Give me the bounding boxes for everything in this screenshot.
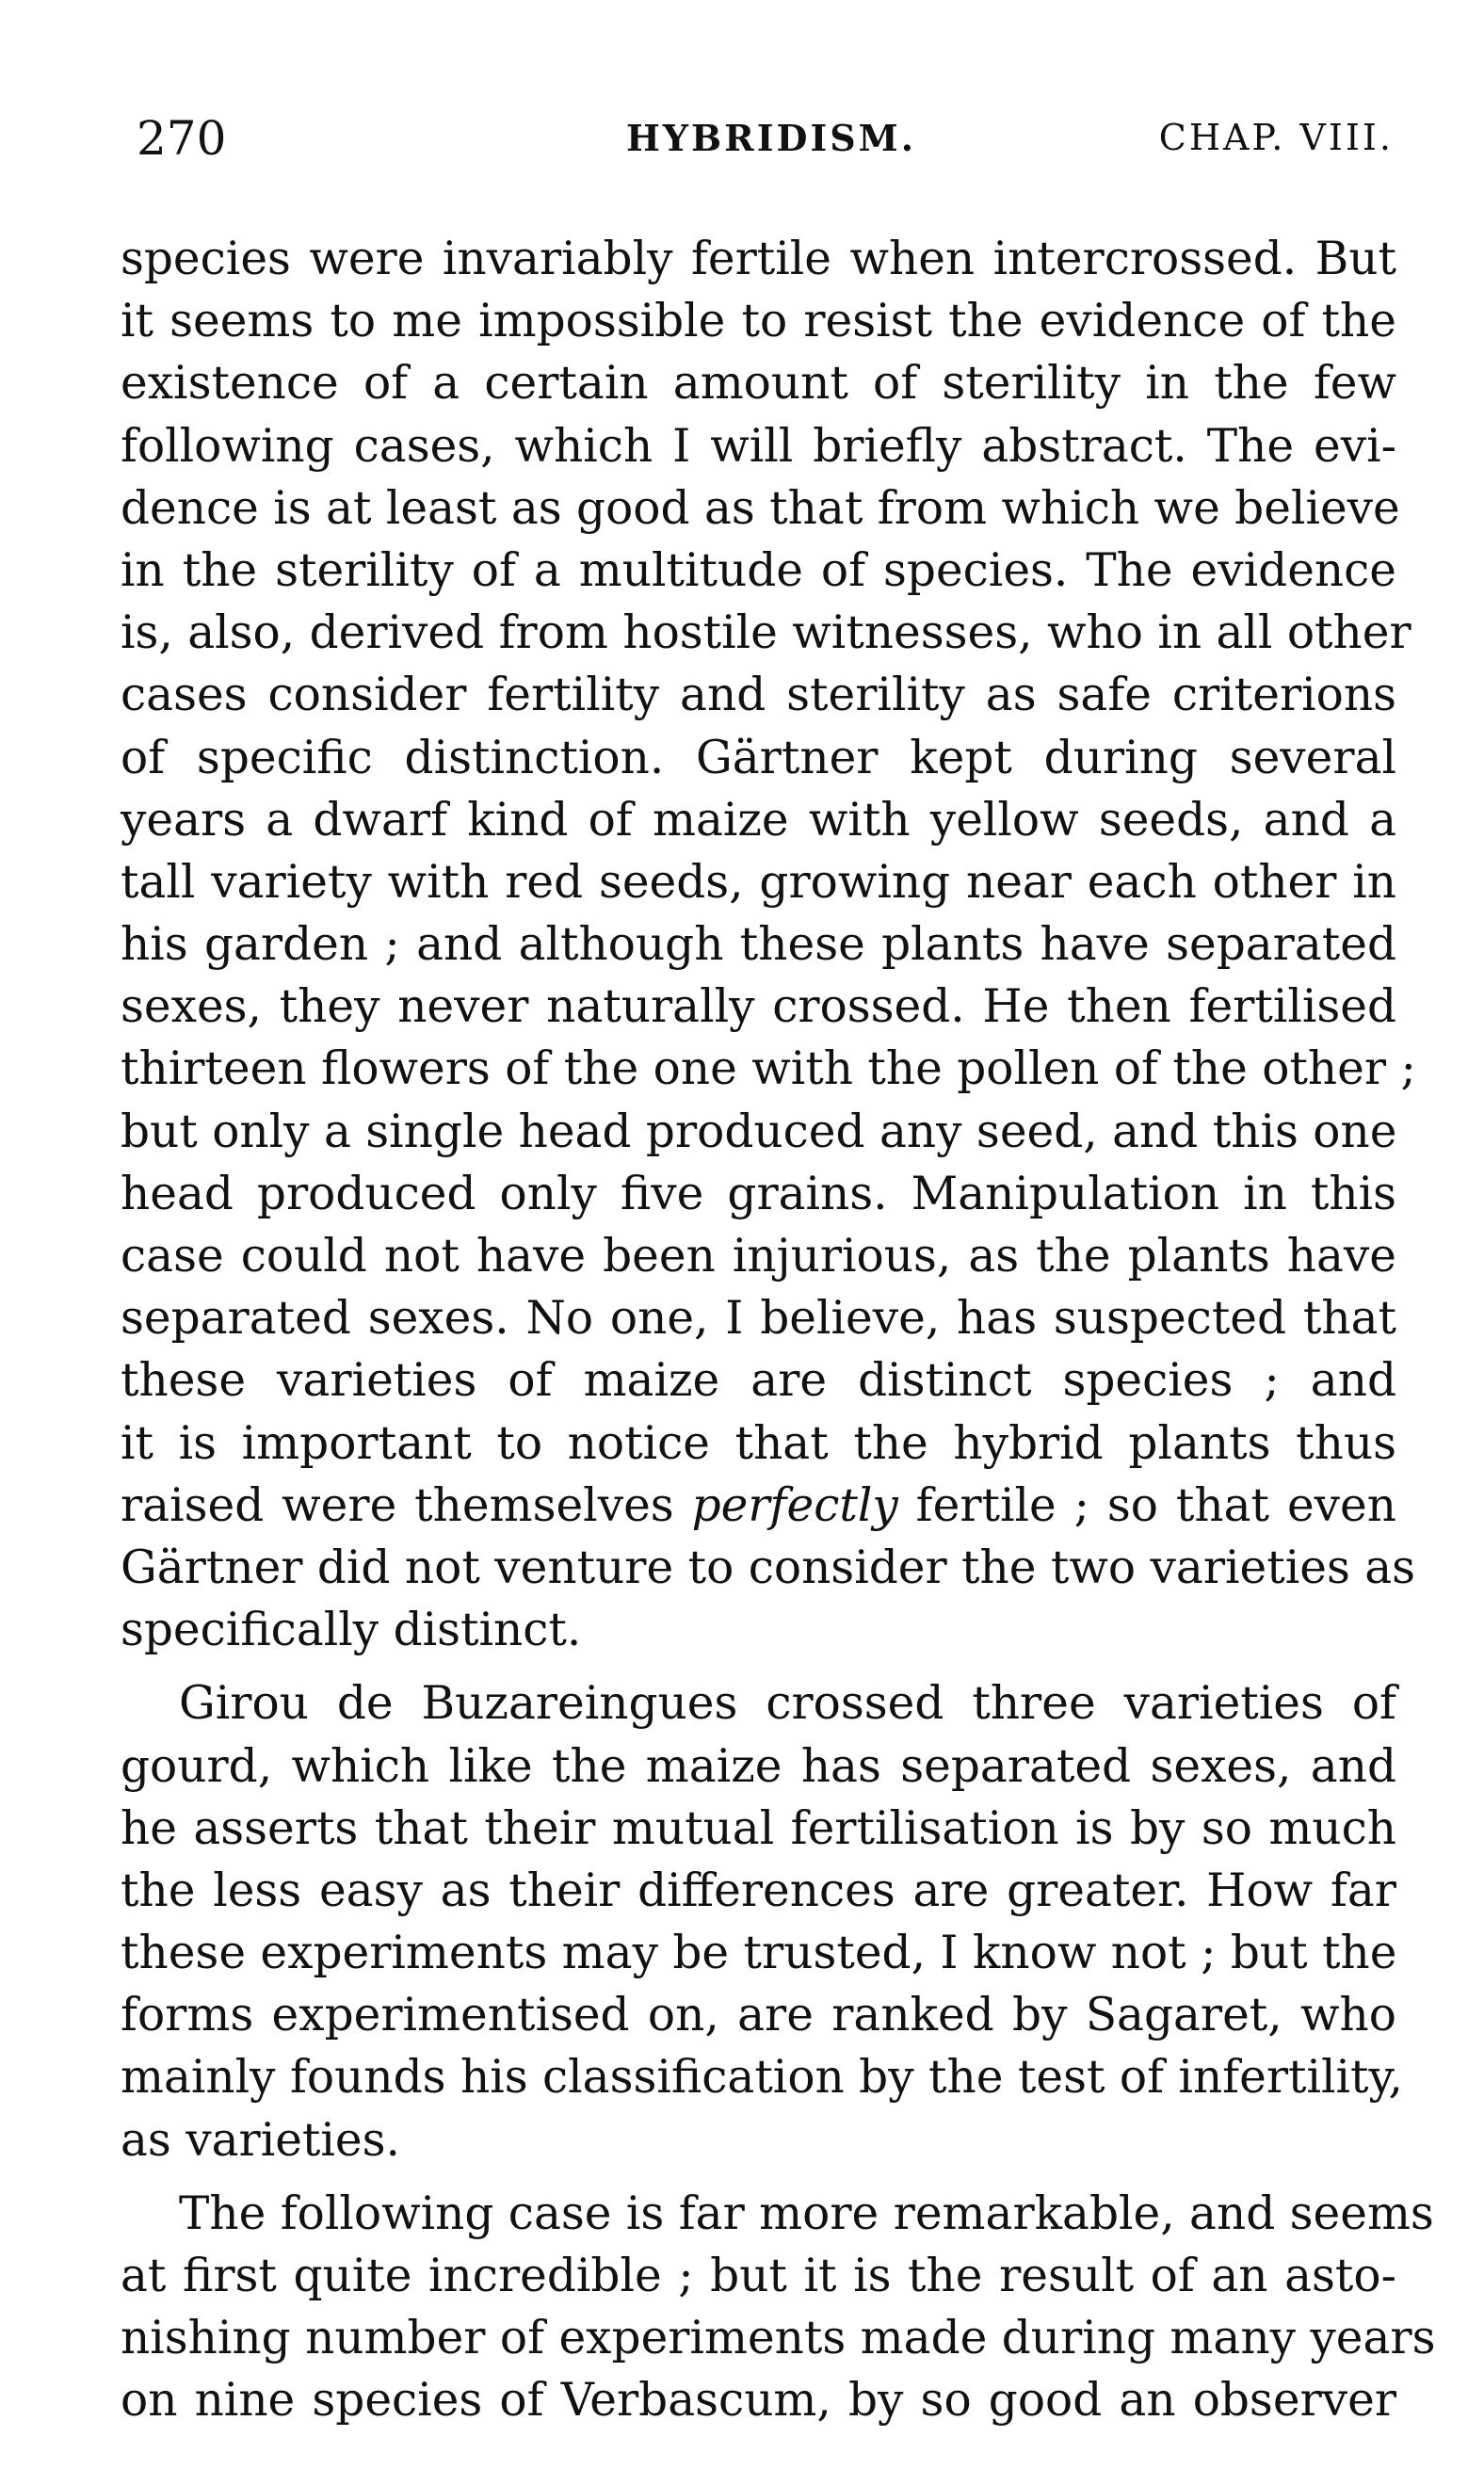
paragraph-gap (121, 2171, 1396, 2183)
text-line: mainly founds his classification by the test of infertility, (121, 2051, 1403, 2105)
paragraph (121, 228, 1416, 1661)
text-line: tall variety with red seeds, growing near each other in (121, 855, 1396, 909)
text-line: in the sterility of a multitude of species. The evidence (121, 543, 1396, 597)
text-line: head produced only five grains. Manipulation in this (121, 1167, 1396, 1220)
emphasis-word: perfectly (691, 1478, 898, 1532)
text-line: he asserts that their mutual fertilisation is by so much (121, 1801, 1396, 1855)
text-line: but only a single head produced any seed, and this one (121, 1105, 1397, 1158)
paragraph (121, 1672, 1403, 2171)
text-line-with-emphasis (121, 1475, 1396, 1537)
text-line: these varieties of maize are distinct species ; and (121, 1354, 1396, 1408)
text-line: at first quite incredible ; but it is the result of an asto- (121, 2250, 1396, 2302)
text-line: years a dwarf kind of maize with yellow seeds, and a (121, 793, 1396, 847)
text-line: Gärtner did not venture to consider the two varieties as (121, 1541, 1416, 1594)
text-line: on nine species of Verbascum, by so good an observer (121, 2374, 1396, 2428)
text-line: it seems to me impossible to resist the evidence of the (121, 295, 1396, 348)
text-line: his garden ; and although these plants have separated (121, 918, 1396, 972)
text-line: thirteen flowers of the one with the pollen of the other ; (121, 1042, 1416, 1096)
text-segment: fertile ; so that even (897, 1478, 1396, 1532)
text-line: following cases, which I will briefly abstract. The evi- (121, 419, 1396, 473)
text-line: nishing number of experiments made during many years (121, 2312, 1436, 2365)
text-line: cases consider fertility and sterility as safe criterions (121, 669, 1396, 722)
page-number: 270 (137, 111, 227, 166)
text-line: dence is at least as good as that from which we believe (121, 481, 1400, 535)
text-line: of specific distinction. Gärtner kept during several (121, 731, 1396, 784)
body-text (121, 228, 1436, 2432)
text-line: these experiments may be trusted, I know not ; but the (121, 1927, 1397, 1980)
text-line: forms experimentised on, are ranked by Sagaret, who (121, 1989, 1396, 2042)
text-line: it is important to notice that the hybrid plants thus (121, 1416, 1396, 1470)
text-line: The following case is far more remarkable, and seems (179, 2186, 1434, 2240)
text-line: is, also, derived from hostile witnesses, who in all other (121, 606, 1411, 660)
paragraph-gap (121, 1661, 1396, 1672)
text-line: separated sexes. No one, I believe, has suspected that (121, 1292, 1396, 1346)
text-segment: raised were themselves (121, 1478, 692, 1532)
paragraph (121, 2183, 1436, 2432)
text-line: as varieties. (121, 2113, 400, 2167)
chapter-label: CHAP. VIII. (1158, 117, 1394, 158)
text-line: gourd, which like the maize has separated sexes, and (121, 1739, 1396, 1793)
text-line: sexes, they never naturally crossed. He then fertilised (121, 980, 1396, 1034)
text-line: Girou de Buzareingues crossed three varieties of (179, 1677, 1396, 1731)
text-line: case could not have been injurious, as the plants have (121, 1230, 1396, 1283)
text-line: the less easy as their differences are greater. How far (121, 1864, 1396, 1917)
text-line: existence of a certain amount of sterility in the few (121, 357, 1396, 411)
text-line: species were invariably fertile when intercrossed. But (121, 233, 1396, 285)
text-line: specifically distinct. (121, 1604, 582, 1657)
running-head: HYBRIDISM. (626, 117, 916, 159)
page-header (137, 111, 1394, 168)
